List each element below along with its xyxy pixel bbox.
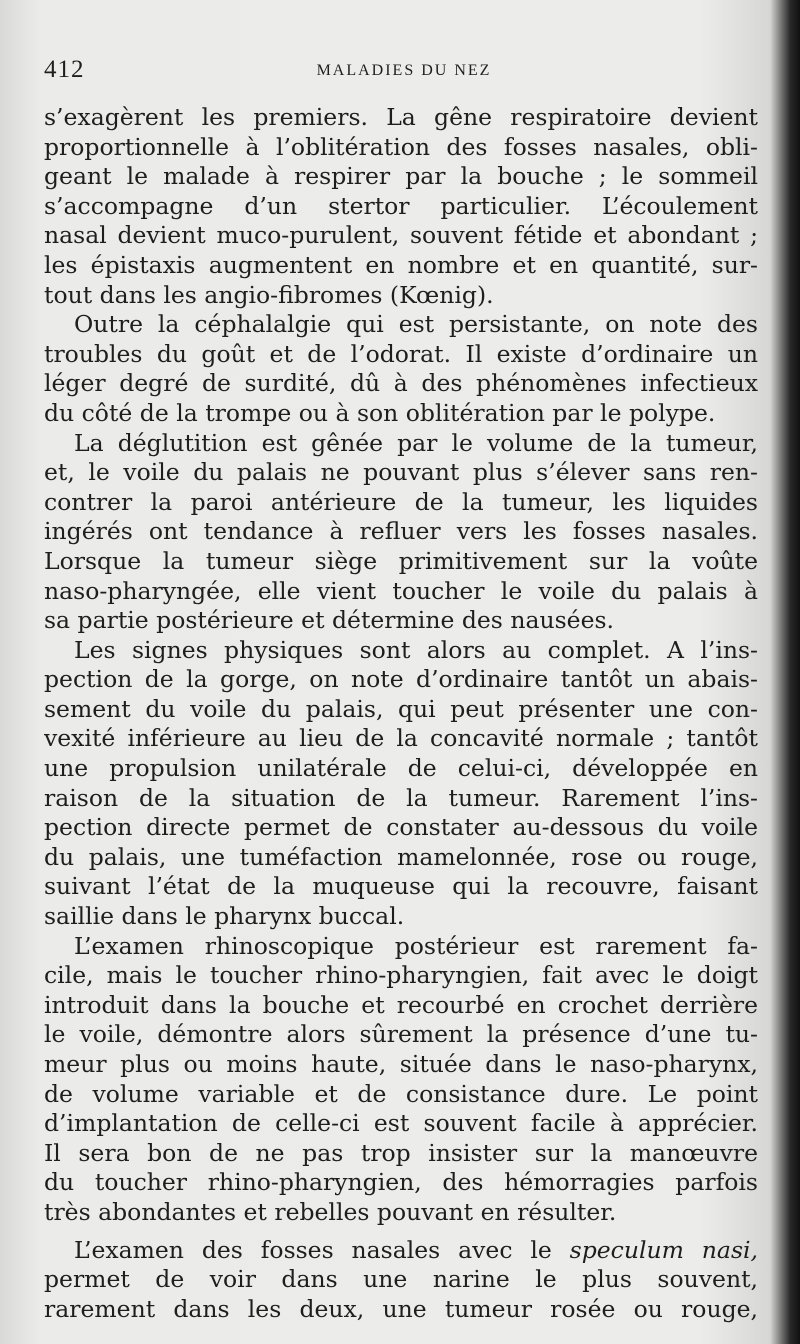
text-line: introduit dans la bouche et recourbé en crochet derrière xyxy=(44,990,758,1019)
text-line: saillie dans le pharynx buccal. xyxy=(44,902,405,931)
text-run: L’examen des fosses nasales avec le xyxy=(74,1235,570,1264)
paragraph xyxy=(44,310,758,428)
text-line: vexité inférieure au lieu de la concavité normale ; tantôt xyxy=(44,724,758,753)
text-line: permet de voir dans une narine le plus souvent, xyxy=(44,1265,758,1294)
text-line: pection directe permet de constater au-dessous du voile xyxy=(44,813,758,842)
text-line: sa partie postérieure et détermine des nausées. xyxy=(44,606,615,635)
text-line: du palais, une tuméfaction mamelonnée, rose ou rouge, xyxy=(44,842,758,871)
page-number: 412 xyxy=(44,56,85,83)
text-line: nasal devient muco-purulent, souvent fétide et abondant ; xyxy=(44,221,758,250)
text-line: troubles du goût et de l’odorat. Il existe d’ordinaire un xyxy=(44,339,758,368)
text-line: d’implantation de celle-ci est souvent facile à apprécier. xyxy=(44,1109,758,1138)
italic-term: speculum nasi, xyxy=(569,1235,758,1264)
text-line: Les signes physiques sont alors au complet. A l’ins- xyxy=(74,635,758,664)
text-line: naso-pharyngée, elle vient toucher le voile du palais à xyxy=(44,576,758,605)
text-line: Lorsque la tumeur siège primitivement sur la voûte xyxy=(44,546,758,575)
text-line: du côté de la trompe ou à son oblitération par le polype. xyxy=(44,398,716,427)
text-line: Outre la céphalalgie qui est persistante, on note des xyxy=(74,310,758,339)
text-line: sement du voile du palais, qui peut présenter une con- xyxy=(44,694,758,723)
paragraph xyxy=(44,429,758,636)
text-line: proportionnelle à l’oblitération des fosses nasales, obli- xyxy=(44,132,758,161)
text-line: cile, mais le toucher rhino-pharyngien, fait avec le doigt xyxy=(44,961,758,990)
text-line: contrer la paroi antérieure de la tumeur, les liquides xyxy=(44,487,758,516)
text-line: s’exagèrent les premiers. La gêne respiratoire devient xyxy=(44,103,758,131)
paragraph xyxy=(44,636,758,932)
text-line: le voile, démontre alors sûrement la présence d’une tu- xyxy=(44,1020,758,1049)
text-line: les épistaxis augmentent en nombre et en quantité, sur- xyxy=(44,250,758,279)
text-line: pection de la gorge, on note d’ordinaire tantôt un abais- xyxy=(44,665,758,694)
text-line: La déglutition est gênée par le volume de la tumeur, xyxy=(74,428,758,457)
paragraph xyxy=(44,1236,758,1325)
text-line: meur plus ou moins haute, située dans le naso-pharynx, xyxy=(44,1050,758,1078)
page-header xyxy=(44,56,764,92)
text-line xyxy=(44,1236,758,1266)
text-line: une propulsion unilatérale de celui-ci, développée en xyxy=(44,754,758,783)
running-head: MALADIES DU NEZ xyxy=(316,62,492,79)
text-line: de volume variable et de consistance dure. Le point xyxy=(44,1079,758,1108)
text-line: et, le voile du palais ne pouvant plus s’élever sans ren- xyxy=(44,458,758,487)
paragraph xyxy=(44,932,758,1228)
text-line: très abondantes et rebelles pouvant en résulter. xyxy=(44,1197,617,1226)
text-line: geant le malade à respirer par la bouche ; le sommeil xyxy=(44,162,758,191)
paragraph xyxy=(44,103,758,310)
text-line: tout dans les angio-fibromes (Kœnig). xyxy=(44,280,494,309)
text-line: ingérés ont tendance à refluer vers les fosses nasales. xyxy=(44,517,758,546)
text-line: léger degré de surdité, dû à des phénomènes infectieux xyxy=(44,369,758,398)
body-text xyxy=(44,103,758,1324)
text-line: du toucher rhino-pharyngien, des hémorragies parfois xyxy=(44,1168,758,1197)
text-line: Il sera bon de ne pas trop insister sur la manœuvre xyxy=(44,1138,758,1167)
text-line: suivant l’état de la muqueuse qui la recouvre, faisant xyxy=(44,872,758,901)
text-line: L’examen rhinoscopique postérieur est rarement fa- xyxy=(74,931,758,960)
text-line: rarement dans les deux, une tumeur rosée ou rouge, xyxy=(44,1294,758,1323)
text-line: raison de la situation de la tumeur. Rarement l’ins- xyxy=(44,783,758,812)
text-line: s’accompagne d’un stertor particulier. L’écoulement xyxy=(44,191,758,220)
